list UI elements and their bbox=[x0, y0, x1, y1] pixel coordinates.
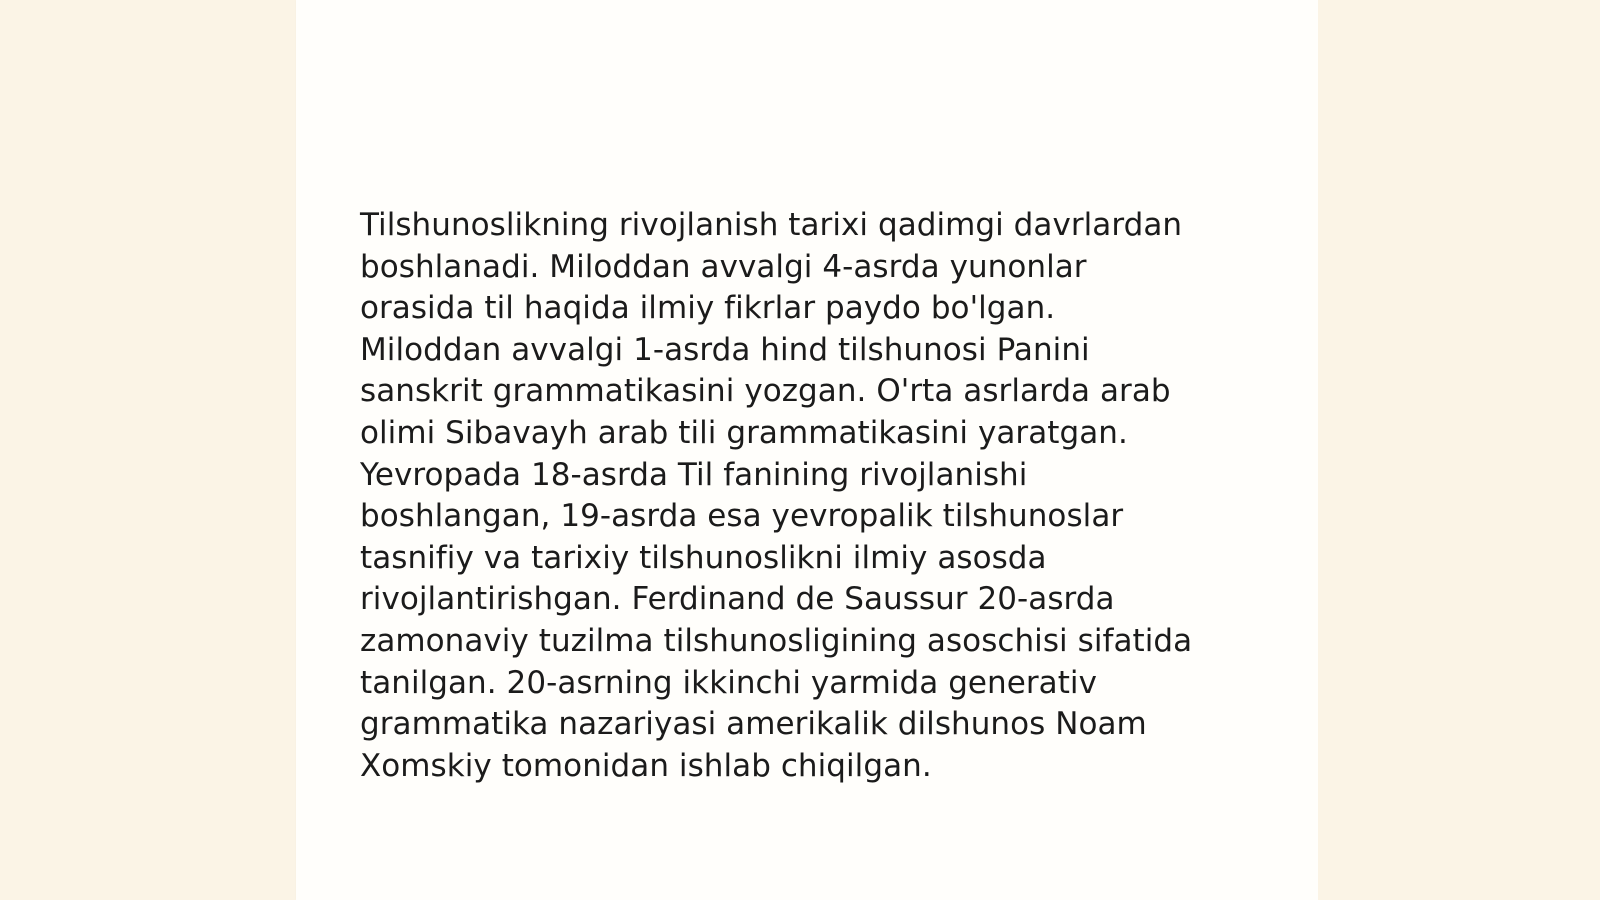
right-margin bbox=[1318, 0, 1600, 900]
paragraph-line: zamonaviy tuzilma tilshunosligining asoschisi sifatida bbox=[360, 622, 1193, 659]
paragraph-line: Yevropada 18-asrda Til fanining rivojlanishi bbox=[360, 456, 1028, 493]
paragraph-line: boshlanadi. Miloddan avvalgi 4-asrda yunonlar bbox=[360, 248, 1087, 285]
paragraph-line: orasida til haqida ilmiy fikrlar paydo bo'lgan. bbox=[360, 290, 1056, 327]
history-paragraph bbox=[360, 205, 1240, 787]
paragraph-line: boshlangan, 19-asrda esa yevropalik tilshunoslar bbox=[360, 498, 1124, 535]
paragraph-line: Xomskiy tomonidan ishlab chiqilgan. bbox=[360, 747, 932, 784]
paragraph-line: Miloddan avvalgi 1-asrda hind tilshunosi Panini bbox=[360, 331, 1090, 368]
paragraph-line: tasnifiy va tarixiy tilshunoslikni ilmiy asosda bbox=[360, 539, 1047, 576]
paragraph-line: rivojlantirishgan. Ferdinand de Saussur 20-asrda bbox=[360, 581, 1115, 618]
paragraph-line: sanskrit grammatikasini yozgan. O'rta asrlarda arab bbox=[360, 373, 1171, 410]
paragraph-line: tanilgan. 20-asrning ikkinchi yarmida generativ bbox=[360, 664, 1097, 701]
document-page bbox=[296, 0, 1318, 900]
left-margin bbox=[0, 0, 296, 900]
paragraph-line: Tilshunoslikning rivojlanish tarixi qadimgi davrlardan bbox=[360, 207, 1183, 243]
paragraph-line: grammatika nazariyasi amerikalik dilshunos Noam bbox=[360, 706, 1147, 743]
paragraph-line: olimi Sibavayh arab tili grammatikasini yaratgan. bbox=[360, 414, 1128, 451]
